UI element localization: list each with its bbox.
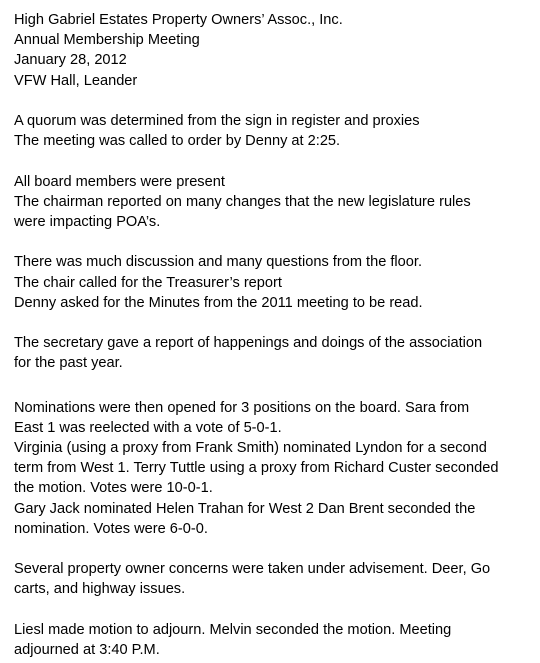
paragraph-line: the motion. Votes were 10-0-1. <box>14 480 213 497</box>
paragraph-secretary-report <box>14 333 534 373</box>
paragraph-line: East 1 was reelected with a vote of 5-0-1. <box>14 419 282 436</box>
paragraph-owner-concerns <box>14 559 534 599</box>
paragraph-nominations <box>14 398 534 539</box>
paragraph-line: The secretary gave a report of happenings and doings of the association <box>14 335 483 352</box>
paragraph-line: carts, and highway issues. <box>14 581 186 598</box>
document-header <box>14 10 534 91</box>
paragraph-spacer <box>14 313 534 333</box>
paragraph-line: were impacting POA’s. <box>14 214 161 230</box>
paragraph-line: Nominations were then opened for 3 positions on the board. Sara from <box>14 399 470 416</box>
paragraph-line: Virginia (using a proxy from Frank Smith) nominated Lyndon for a second <box>14 440 487 456</box>
paragraph-line: Denny asked for the Minutes from the 2011 meeting to be read. <box>14 294 423 311</box>
paragraph-line: nomination. Votes were 6-0-0. <box>14 520 208 537</box>
paragraph-line: Liesl made motion to adjourn. Melvin seconded the motion. Meeting <box>14 621 452 638</box>
paragraph-line: A quorum was determined from the sign in register and proxies <box>14 113 420 129</box>
paragraph-line: The chair called for the Treasurer’s report <box>14 274 282 291</box>
paragraph-spacer <box>14 232 534 252</box>
paragraph-line: adjourned at 3:40 P.M. <box>14 642 160 658</box>
meeting-minutes-document <box>14 10 534 660</box>
paragraph-board-members <box>14 172 534 233</box>
paragraph-spacer <box>14 374 534 398</box>
paragraph-line: term from West 1. Terry Tuttle using a proxy from Richard Custer seconded <box>14 460 499 477</box>
header-line-location: VFW Hall, Leander <box>14 72 138 89</box>
paragraph-spacer <box>14 151 534 171</box>
paragraph-line: The meeting was called to order by Denny at 2:25. <box>14 133 341 150</box>
paragraph-spacer <box>14 539 534 559</box>
paragraph-quorum <box>14 111 534 151</box>
header-line-meeting-type: Annual Membership Meeting <box>14 32 200 49</box>
header-line-date: January 28, 2012 <box>14 52 127 69</box>
paragraph-line: All board members were present <box>14 173 225 190</box>
paragraph-discussion <box>14 252 534 313</box>
paragraph-line: The chairman reported on many changes that the new legislature rules <box>14 193 471 210</box>
paragraph-spacer <box>14 600 534 620</box>
paragraph-line: There was much discussion and many questions from the floor. <box>14 254 423 271</box>
header-line-organization: High Gabriel Estates Property Owners’ Assoc., Inc. <box>14 12 343 28</box>
paragraph-line: for the past year. <box>14 355 123 372</box>
paragraph-line: Gary Jack nominated Helen Trahan for West 2 Dan Brent seconded the <box>14 500 476 517</box>
paragraph-spacer <box>14 91 534 111</box>
paragraph-line: Several property owner concerns were taken under advisement. Deer, Go <box>14 561 491 578</box>
paragraph-adjournment <box>14 620 534 660</box>
